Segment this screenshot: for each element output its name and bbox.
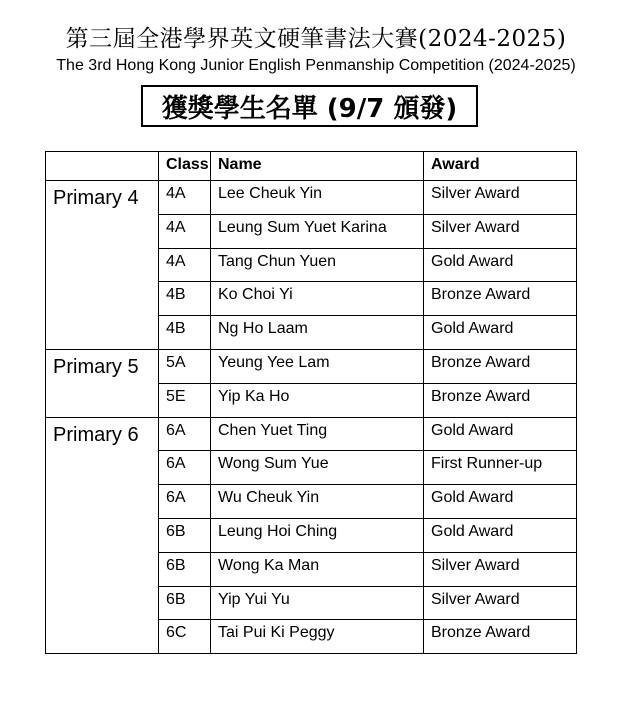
name-cell: Leung Sum Yuet Karina <box>211 214 424 248</box>
award-cell: Silver Award <box>424 181 577 215</box>
class-cell: 6B <box>159 586 211 620</box>
class-cell: 4A <box>159 248 211 282</box>
class-cell: 4B <box>159 316 211 350</box>
name-cell: Yeung Yee Lam <box>211 349 424 383</box>
name-cell: Chen Yuet Ting <box>211 417 424 451</box>
name-cell: Yip Yui Yu <box>211 586 424 620</box>
award-cell: Silver Award <box>424 586 577 620</box>
name-cell: Yip Ka Ho <box>211 383 424 417</box>
header-class: Class <box>159 152 211 181</box>
table-row <box>46 181 577 215</box>
name-cell: Tang Chun Yuen <box>211 248 424 282</box>
award-cell: Bronze Award <box>424 620 577 654</box>
name-cell: Ng Ho Laam <box>211 316 424 350</box>
title-english: The 3rd Hong Kong Junior English Penmanship Competition (2024-2025) <box>56 57 576 74</box>
table-row <box>46 417 577 451</box>
name-cell: Wong Sum Yue <box>211 451 424 485</box>
group-label: Primary 5 <box>46 349 159 417</box>
group-label: Primary 4 <box>46 181 159 350</box>
header-name: Name <box>211 152 424 181</box>
class-cell: 6B <box>159 518 211 552</box>
award-cell: Bronze Award <box>424 349 577 383</box>
group-label: Primary 6 <box>46 417 159 654</box>
award-cell: Gold Award <box>424 518 577 552</box>
class-cell: 6A <box>159 485 211 519</box>
class-cell: 6C <box>159 620 211 654</box>
class-cell: 4A <box>159 181 211 215</box>
header-group <box>46 152 159 181</box>
class-cell: 6B <box>159 552 211 586</box>
table-header-row <box>46 152 577 181</box>
award-cell: Gold Award <box>424 316 577 350</box>
class-cell: 4B <box>159 282 211 316</box>
name-cell: Leung Hoi Ching <box>211 518 424 552</box>
class-cell: 5A <box>159 349 211 383</box>
award-cell: First Runner-up <box>424 451 577 485</box>
winners-table <box>45 151 577 654</box>
name-cell: Ko Choi Yi <box>211 282 424 316</box>
title-chinese: 第三屆全港學界英文硬筆書法大賽(2024-2025) <box>65 26 567 52</box>
award-cell: Bronze Award <box>424 282 577 316</box>
award-cell: Bronze Award <box>424 383 577 417</box>
award-cell: Gold Award <box>424 485 577 519</box>
class-cell: 5E <box>159 383 211 417</box>
award-cell: Gold Award <box>424 248 577 282</box>
class-cell: 6A <box>159 451 211 485</box>
award-cell: Silver Award <box>424 552 577 586</box>
award-cell: Gold Award <box>424 417 577 451</box>
winners-table-body <box>46 181 577 654</box>
class-cell: 4A <box>159 214 211 248</box>
header-award: Award <box>424 152 577 181</box>
subtitle-award-list: 獲獎學生名單 (9/7 頒發) <box>141 85 478 127</box>
name-cell: Lee Cheuk Yin <box>211 181 424 215</box>
name-cell: Wong Ka Man <box>211 552 424 586</box>
class-cell: 6A <box>159 417 211 451</box>
table-row <box>46 349 577 383</box>
award-cell: Silver Award <box>424 214 577 248</box>
name-cell: Tai Pui Ki Peggy <box>211 620 424 654</box>
name-cell: Wu Cheuk Yin <box>211 485 424 519</box>
